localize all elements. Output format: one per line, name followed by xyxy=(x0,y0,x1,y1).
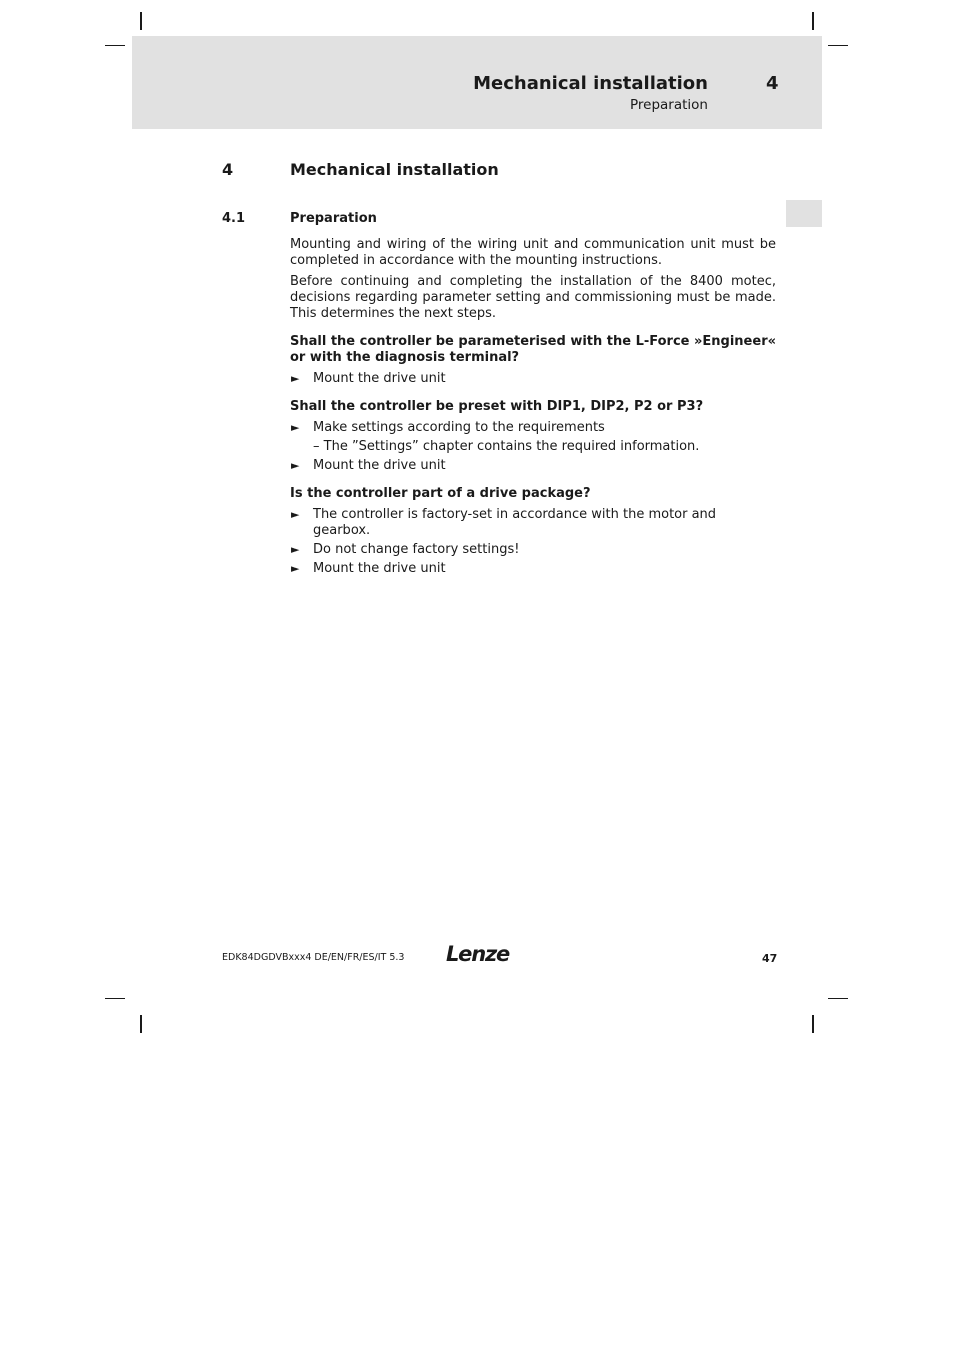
list-item xyxy=(290,542,776,558)
list-item xyxy=(290,371,776,387)
section-number: 4 xyxy=(222,160,234,179)
question-heading: Is the controller part of a drive package? xyxy=(290,486,591,501)
subsection-number: 4.1 xyxy=(222,211,246,226)
header-chapter-number: 4 xyxy=(766,73,779,94)
triangle-bullet-icon: ► xyxy=(291,562,300,575)
crop-mark xyxy=(812,1015,814,1033)
step-text: Mount the drive unit xyxy=(313,371,446,386)
crop-mark xyxy=(812,12,814,30)
crop-mark xyxy=(140,12,142,30)
crop-mark xyxy=(140,1015,142,1033)
section-title: Mechanical installation xyxy=(290,160,499,179)
list-item xyxy=(290,420,776,455)
crop-mark xyxy=(828,45,848,46)
crop-mark xyxy=(105,45,125,46)
list-item xyxy=(290,458,776,474)
lenze-logo: Lenze xyxy=(446,942,510,966)
triangle-bullet-icon: ► xyxy=(291,543,300,556)
intro-paragraph: Mounting and wiring of the wiring unit and communication unit must be completed in accordance with the mounting instructions. xyxy=(290,237,776,268)
intro-paragraph: Before continuing and completing the installation of the 8400 motec, decisions regarding parameter setting and commissioning must be made. This determines the next steps. xyxy=(290,274,776,321)
step-text: The controller is factory-set in accordance with the motor and gearbox. xyxy=(313,507,717,538)
crop-mark xyxy=(105,998,125,999)
crop-mark xyxy=(828,998,848,999)
step-text: Mount the drive unit xyxy=(313,561,446,576)
question-heading: Shall the controller be parameterised with the L-Force »Engineer« or with the diagnosis terminal? xyxy=(290,334,777,365)
header-subtitle: Preparation xyxy=(630,97,708,113)
header-title: Mechanical installation xyxy=(473,73,708,94)
list-item xyxy=(290,507,776,539)
triangle-bullet-icon: ► xyxy=(291,459,300,472)
step-text: Do not change factory settings! xyxy=(313,542,520,557)
chapter-tab xyxy=(786,200,822,227)
list-item xyxy=(290,561,776,577)
page-number: 47 xyxy=(762,952,778,965)
triangle-bullet-icon: ► xyxy=(291,508,300,521)
step-list xyxy=(290,507,776,577)
step-text: Mount the drive unit xyxy=(313,458,446,473)
subsection-title: Preparation xyxy=(290,211,377,226)
step-list xyxy=(290,371,776,387)
step-text: Make settings according to the requirements xyxy=(313,420,605,435)
step-list xyxy=(290,420,776,474)
step-note: – The ”Settings” chapter contains the required information. xyxy=(313,439,700,454)
body-content xyxy=(290,237,776,580)
footer-document-id: EDK84DGDVBxxx4 DE/EN/FR/ES/IT 5.3 xyxy=(222,952,405,963)
triangle-bullet-icon: ► xyxy=(291,421,300,434)
question-heading: Shall the controller be preset with DIP1, DIP2, P2 or P3? xyxy=(290,399,704,414)
triangle-bullet-icon: ► xyxy=(291,372,300,385)
